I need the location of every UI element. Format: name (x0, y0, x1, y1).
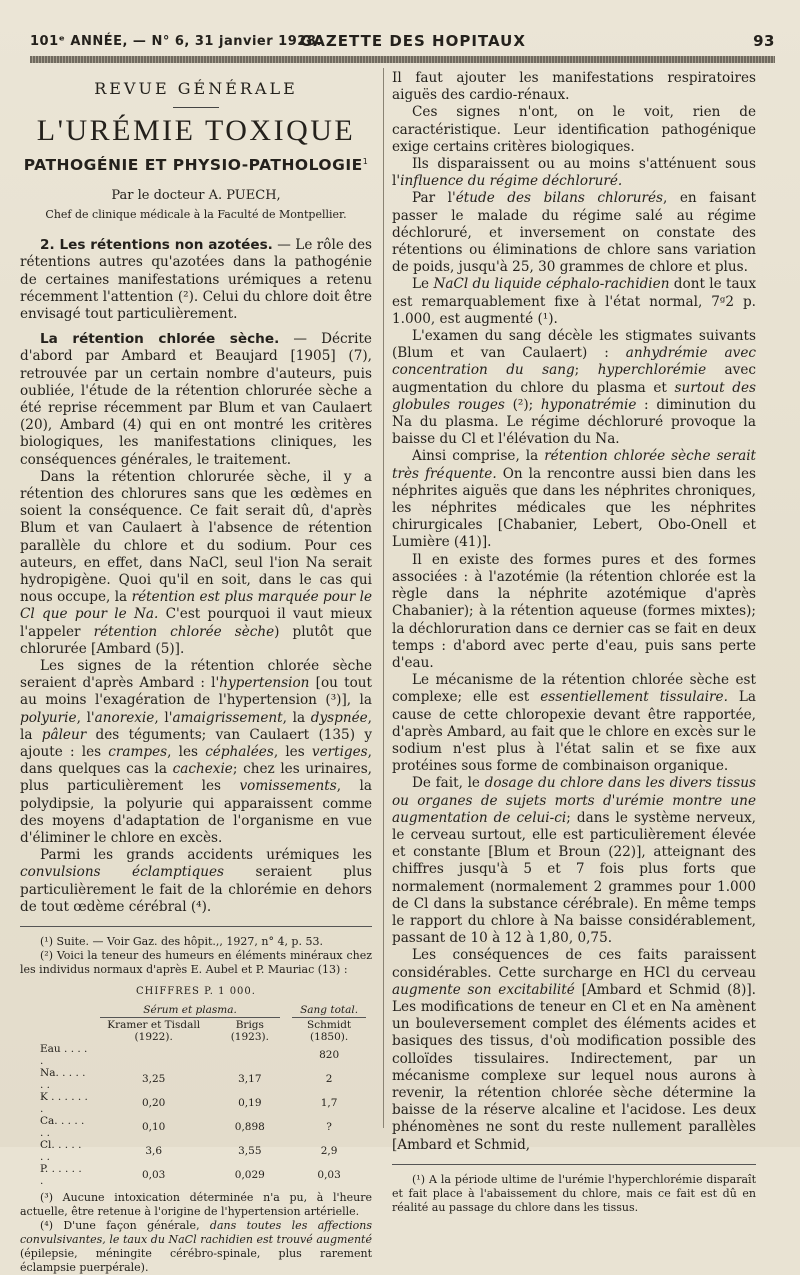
table-group-serum: Sérum et plasma. (143, 1004, 237, 1017)
paragraph: Il faut ajouter les manifestations respiratoires aiguës des cardio-rénaux. (392, 70, 756, 104)
paragraph: Les signes de la rétention chlorée sèche seraient d'après Ambard : l'hypertension [ou tout au moins l'exagération de l'hypertension (³)], la polyurie, l'anorexie, l'amaigrissement, la dyspnée, la pâleur des téguments; van Caulaert (135) y ajoute : les crampes, les céphalées, les vertiges, dans quelques cas la cachexie; chez les urinaires, plus particulièrement les vomissements, la polydipsie, la polyurie qui apparaissent comme des moyens d'adaptation de l'organisme en vue d'éliminer le chlore en excès. (20, 658, 373, 847)
paragraph: Les conséquences de ces faits paraissent considérables. Cette surcharge en HCl du cerveau augmente son excitabilité [Ambard et Schmid (8)]. Les modifications de teneur en Cl et en Na amènent un bouleversement complet des éléments acides et basiques des tissus, d'où modification possible des colloïdes tissulaires. Indirectement, par un mécanisme complexe sur lequel nous aurons à revenir, la rétention chlorée sèche détermine la baisse de la réserve alcaline et l'acidose. Les deux phénomènes ne sont du reste nullement parallèles [Ambard et Schmid, (392, 947, 756, 1153)
footnote-rule (392, 1164, 756, 1165)
article-subtitle: PATHOGÉNIE ET PHYSIO-PATHOLOGIE$^1$ (23, 156, 369, 175)
section-rubric: REVUE GÉNÉRALE (94, 79, 298, 98)
minerals-table (40, 1004, 372, 1187)
footnote-4: (⁴) D'une façon générale, dans toutes les affections convulsivantes, le taux du NaCl rachidien est trouvé augmenté (épilepsie, méningite cérébro-spinale, plus rarement éclampsie puerpérale). (20, 1219, 373, 1275)
paragraph: Ces signes n'ont, on le voit, rien de caractéristique. Leur identification pathogénique exige certains critères biologiques. (392, 104, 756, 155)
table-col-header: Schmidt (1850). (307, 1019, 352, 1044)
paragraph: Ainsi comprise, la rétention chlorée sèche serait très fréquente. On la rencontre aussi bien dans les néphrites aiguës que dans les néphrites chroniques, les néphrites médicales que les néphrites chirurgicales [Chabanier, Lebert, Obo-Onell et Lumière (41)]. (392, 448, 756, 551)
table-row: Ca. . . . . . . 0,10 0,898 ? (40, 1115, 332, 1140)
issue-info: 101ᵉ ANNÉE, — N° 6, 31 janvier 1928. (30, 34, 322, 49)
article-title: L'URÉMIE TOXIQUE (36, 114, 356, 148)
right-column (392, 70, 756, 1215)
paragraph: Le mécanisme de la rétention chlorée sèche est complexe; elle est essentiellement tissulaire. La cause de cette chloropexie devant être rapportée, d'après Ambard, au fait que le chlore en excès sur le sodium n'est plus à l'état salin et se fixe aux protéines sous forme de combinaison organique. (392, 672, 756, 775)
author-affiliation: Chef de clinique médicale à la Faculté de Montpellier. (45, 207, 347, 221)
table-row: Na. . . . . . . 3,25 3,17 2 (40, 1067, 333, 1092)
author-line: Par le docteur A. PUECH, (111, 187, 281, 203)
table-row: K . . . . . . . 0,20 0,19 1,7 (40, 1091, 338, 1116)
paragraph: La rétention chlorée sèche. — Décrite d'abord par Ambard et Beaujard [1905] (7), retrouvée par un certain nombre d'auteurs, puis oubliée, l'étude de la rétention chlorurée sèche a été reprise récemment par Blum et van Caulaert (20), Ambard (4) qui en ont montré les critères biologiques, les manifestations cliniques, les conséquences générales, le traitement. (20, 331, 372, 468)
paragraph: Par l'étude des bilans chlorurés, en faisant passer le malade du régime salé au régime déchloruré, et inversement on constate des rétentions ou éliminations de chlore sans variation de poids, jusqu'à 25, 30 grammes de chlore et plus. (392, 190, 756, 276)
header-rule (30, 56, 775, 63)
column-divider (383, 68, 384, 1128)
left-column (20, 70, 372, 1275)
paragraph: De fait, le dosage du chlore dans les divers tissus ou organes de sujets morts d'urémie montre une augmentation de celui-ci; dans le système nerveux, le cerveau surtout, elle est particulièrement élevée et constante [Blum et Broun (22)], atteignant des chiffres jusqu'à 5 et 7 fois plus forts que normalement (normalement 2 grammes pour 1.000 de Cl dans la substance cérébrale). En même temps le rapport du chlore à Na baisse considérablement, passant de 10 à 12 à 1,80, 0,75. (392, 775, 756, 947)
table-caption: CHIFFRES P. 1 000. (136, 986, 256, 998)
paragraph: Il en existe des formes pures et des formes associées : à l'azotémie (la rétention chlorée est la règle dans la néphrite azotémique d'après Chabanier); à la rétention aqueuse (formes mixtes); la déchloruration dans ce dernier cas se fait en deux temps : d'abord avec perte d'eau, puis sans perte d'eau. (392, 551, 756, 671)
page-number: 93 (753, 32, 775, 50)
table-row: Eau . . . . . 820 (40, 1043, 340, 1068)
paragraph: Parmi les grands accidents urémiques les convulsions éclamptiques seraient plus particulièrement le fait de la chlorémie en dehors de tout œdème cérébral (⁴). (20, 847, 373, 915)
table-group-blood: Sang total. (300, 1004, 359, 1017)
table-col-header: Brigs (1923). (230, 1019, 269, 1044)
paragraph: 2. Les rétentions non azotées. — Le rôle des rétentions autres qu'azotées dans la pathogénie de certaines manifestations urémiques a retenu récemment l'attention (²). Celui du chlore doit être envisagé tout particulièrement. (20, 237, 373, 322)
table-col-header: Kramer et Tisdall (1922). (107, 1019, 201, 1044)
page-header (30, 28, 775, 50)
journal-name: GAZETTE DES HOPITAUX (300, 32, 526, 50)
table-row: P. . . . . . . 0,03 0,029 0,03 (40, 1163, 341, 1188)
paragraph: Ils disparaissent ou au moins s'atténuent sous l'influence du régime déchloruré. (392, 156, 756, 190)
footnote-right-1: (¹) A la période ultime de l'urémie l'hyperchlorémie disparaît et fait place à l'abaissement du chlore, mais ce fait est dû en réalité au passage du chlore dans les tissus. (392, 1172, 756, 1214)
footnote-3: (³) Aucune intoxication déterminée n'a pu, à l'heure actuelle, être retenue à l'origine de l'hypertension artérielle. (20, 1191, 372, 1219)
table-row: Cl. . . . . . . 3,6 3,55 2,9 (40, 1139, 338, 1164)
paragraph: Le NaCl du liquide céphalo-rachidien dont le taux est remarquablement fixe à l'état normal, 7ᵍ2 p. 1.000, est augmenté (¹). (392, 276, 756, 327)
paragraph: L'examen du sang décèle les stigmates suivants (Blum et van Caulaert) : anhydrémie avec concentration du sang; hyperchlorémie avec augmentation du chlore du plasma et surtout des globules rouges (²); hyponatrémie : diminution du Na du plasma. Le régime déchloruré provoque la baisse du Cl et l'élévation du Na. (392, 328, 757, 448)
footnote-2: (²) Voici la teneur des humeurs en éléments minéraux chez les individus normaux d'après E. Aubel et P. Mauriac (13) : (20, 949, 372, 977)
footnote-1: (¹) Suite. — Voir Gaz. des hôpit.,, 1927, n° 4, p. 53. (40, 935, 323, 949)
rubric-rule (173, 107, 219, 108)
footnote-rule (20, 926, 372, 927)
paragraph: Dans la rétention chlorurée sèche, il y a rétention des chlorures sans que les œdèmes en soient la conséquence. Ce fait serait dû, d'après Blum et van Caulaert à l'absence de rétention parallèle du chlore et du sodium. Pour ces auteurs, en effet, dans NaCl, seul l'ion Na serait hydropigène. Quoi qu'il en soit, dans le cas qui nous occupe, la rétention est plus marquée pour le Cl que pour le Na. C'est pourquoi il vaut mieux l'appeler rétention chlorée sèche) plutôt que chlorurée [Ambard (5)]. (20, 468, 372, 657)
